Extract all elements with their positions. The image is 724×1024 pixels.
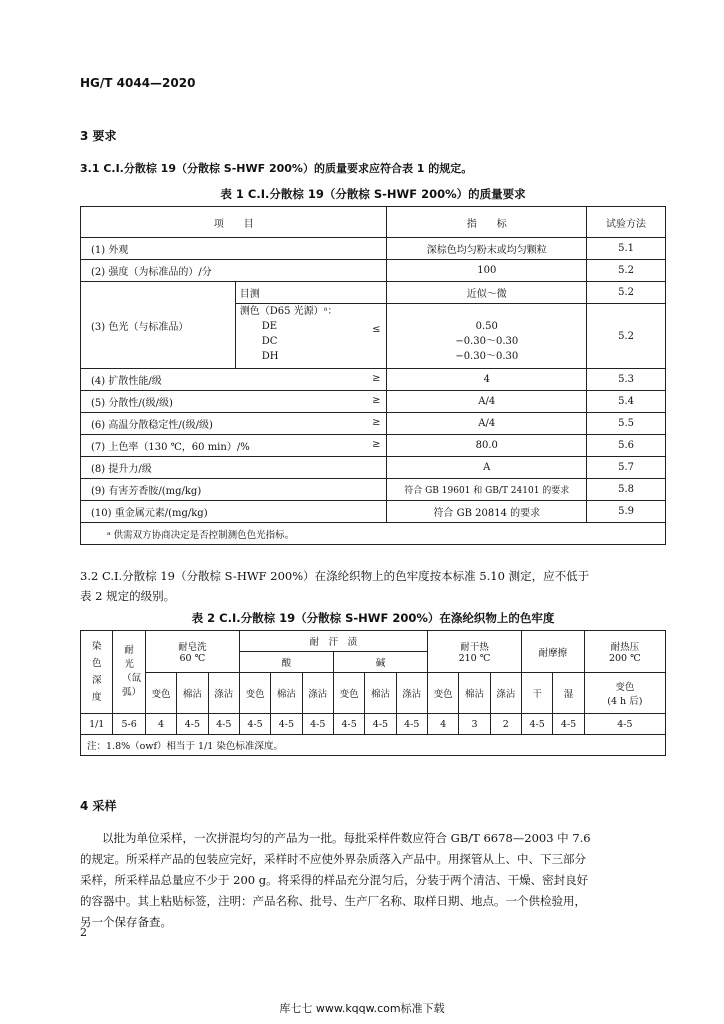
table-2-header-row-1 [81,631,666,652]
sub-poly: 涤沾 [208,673,239,714]
item-cell: (9) 有害芳香胺/(mg/kg) [81,479,387,501]
table-2 [80,630,666,756]
cell: 4-5 [584,714,665,735]
sub-press-text: 变色 [615,682,635,693]
header-depth-text: 染色深度 [91,641,102,703]
table-row [81,479,666,501]
method-cell: 5.9 [587,501,666,523]
header-soap [145,631,239,673]
item-cell: (1) 外观 [81,238,387,260]
header-dryheat [427,631,521,673]
clause-3-1: 3.1 C.I.分散棕 19（分散棕 S-HWF 200%）的质量要求应符合表 1 的规定。 [80,162,473,175]
item-label: (7) 上色率（130 ℃，60 min）/% [91,442,250,453]
header-acid: 酸 [239,652,333,673]
table-row [81,369,666,391]
footer-watermark: 库七七 www.kqqw.com标准下载 [279,1002,445,1015]
dc-label: DC [261,336,278,347]
section-4-title: 4 采样 [80,799,117,813]
value-cell: A/4 [387,391,587,413]
item-label: (4) 扩散性能/级 [91,376,162,387]
dc-value: −0.30～0.30 [455,336,519,347]
value-cell: 100 [387,260,587,282]
section-4-line: 以批为单位采样，一次拼混均匀的产品为一批。每批采样件数应符合 GB/T 6678—2003 中 7.6 [102,831,591,845]
cell: 4-5 [522,714,553,735]
sub-press-note: (4 h 后) [607,696,643,707]
table-row [81,457,666,479]
table-1-note: ᵃ 供需双方协商决定是否控制测色色光指标。 [81,523,666,545]
value-cell: 符合 GB 20814 的要求 [387,501,587,523]
item-cell [81,391,387,413]
value-cell: 4 [387,369,587,391]
sub-poly: 涤沾 [396,673,427,714]
section-4-body [80,828,670,933]
header-item: 项 目 [81,207,387,238]
geq-symbol: ≥ [372,395,381,406]
sub-cotton: 棉沾 [177,673,208,714]
table-row [81,714,666,735]
cell: 4-5 [177,714,208,735]
section-4-line: 的容器中。其上粘贴标签，注明：产品名称、批号、生产厂名称、取样日期、地点。一个供检验用， [80,894,586,908]
page-number: 2 [80,926,87,939]
header-dryheat-temp: 210 ℃ [458,653,491,664]
geq-symbol: ≥ [372,417,381,428]
cell: 4-5 [208,714,239,735]
header-sweat: 耐 汗 渍 [239,631,427,652]
item-cell: (10) 重金属元素/(mg/kg) [81,501,387,523]
de-label: DE [261,321,278,332]
method-cell: 5.2 [587,282,666,304]
item-cell: (2) 强度（为标准品的）/分 [81,260,387,282]
header-press [584,631,665,673]
item-cell [81,369,387,391]
header-index: 指 标 [387,207,587,238]
sub-change: 变色 [427,673,458,714]
cell: 2 [490,714,521,735]
header-soap-text: 耐皂洗 [178,642,207,653]
method-cell: 5.3 [587,369,666,391]
method-cell: 5.4 [587,391,666,413]
table-row [81,501,666,523]
cell: 4-5 [553,714,584,735]
header-dryheat-text: 耐干热 [460,642,489,653]
cell: 4-5 [365,714,396,735]
table-row [81,435,666,457]
sub-press [584,673,665,714]
sub-item-cell [235,304,387,369]
header-press-temp: 200 ℃ [608,653,641,664]
table-2-note: 注：1.8%（owf）相当于 1/1 染色标准深度。 [81,735,666,756]
method-cell: 5.2 [587,260,666,282]
table-row [81,238,666,260]
method-cell: 5.7 [587,457,666,479]
clause-3-2-text: 3.2 C.I.分散棕 19（分散棕 S-HWF 200%）在涤纶织物上的色牢度按本标准 5.10 测定，应不低于 [80,569,590,583]
leq-symbol: ≤ [372,324,381,335]
value-cell: 符合 GB 19601 和 GB/T 24101 的要求 [387,479,587,501]
value-cell: A [387,457,587,479]
header-press-text: 耐热压 [610,642,640,653]
cell: 4-5 [396,714,427,735]
header-depth [81,631,113,714]
header-soap-temp: 60 ℃ [179,653,206,664]
header-method: 试验方法 [587,207,666,238]
sub-change: 变色 [145,673,176,714]
method-cell: 5.8 [587,479,666,501]
sub-poly: 涤沾 [490,673,521,714]
section-4-line: 另一个保存备查。 [80,915,172,929]
table-row [81,260,666,282]
cell: 4-5 [333,714,364,735]
table-2-caption: 表 2 C.I.分散棕 19（分散棕 S-HWF 200%）在涤纶织物上的色牢度 [191,611,555,625]
item-cell: (3) 色光（与标准品） [81,282,236,369]
method-cell: 5.1 [587,238,666,260]
method-cell: 5.5 [587,413,666,435]
cell-light: 5-6 [113,714,145,735]
header-light-text: 耐光（氙弧） [122,645,142,698]
method-cell: 5.6 [587,435,666,457]
cell: 4-5 [239,714,270,735]
de-value: 0.50 [475,321,498,332]
table-1-header-row [81,207,666,238]
table-2-note-row [81,735,666,756]
dh-label: DH [261,351,279,362]
section-4-line: 采样，所采样品总量应不少于 200 g。将采得的样品充分混匀后，分装于两个清洁、干燥、密封良好 [80,873,589,887]
dh-value: −0.30～0.30 [455,351,519,362]
value-cell [387,304,587,369]
cell: 4 [145,714,176,735]
cell: 4-5 [271,714,302,735]
clause-3-2-line-2: 表 2 规定的级别。 [80,589,176,603]
value-cell: A/4 [387,413,587,435]
section-4-line: 的规定。所采样产品的包装应完好，采样时不应使外界杂质落入产品中。用探管从上、中、下三部分 [80,852,586,866]
item-label: (6) 高温分散稳定性/(级/级) [91,420,213,431]
sub-wet: 湿 [553,673,584,714]
sub-change: 变色 [333,673,364,714]
header-rub: 耐摩擦 [522,631,585,673]
section-3-title: 3 要求 [80,129,117,143]
table-1-note-row [81,523,666,545]
value-cell: 近似～微 [387,282,587,304]
sub-cotton: 棉沾 [271,673,302,714]
sub-item-cell: 目测 [235,282,387,304]
sub-change: 变色 [239,673,270,714]
cell: 3 [459,714,490,735]
value-cell: 80.0 [387,435,587,457]
table-row [81,282,666,304]
cell: 4 [427,714,458,735]
sub-dry: 干 [522,673,553,714]
clause-3-2-line-1 [80,566,589,587]
table-2-header-row-3 [81,673,666,714]
document-code: HG/T 4044—2020 [80,76,196,90]
geq-symbol: ≥ [372,439,381,450]
cell-depth: 1/1 [81,714,113,735]
item-cell [81,413,387,435]
table-1-caption: 表 1 C.I.分散棕 19（分散棕 S-HWF 200%）的质量要求 [220,187,526,201]
item-cell [81,435,387,457]
table-row [81,391,666,413]
header-light [113,631,145,714]
method-cell: 5.2 [587,304,666,369]
item-cell: (8) 提升力/级 [81,457,387,479]
cell: 4-5 [302,714,333,735]
table-1 [80,206,666,545]
table-row [81,413,666,435]
geq-symbol: ≥ [372,373,381,384]
header-alkali: 碱 [333,652,427,673]
sub-poly: 涤沾 [302,673,333,714]
value-cell: 深棕色均匀粉末或均匀颗粒 [387,238,587,260]
sub-cotton: 棉沾 [365,673,396,714]
item-label: (5) 分散性/(级/级) [91,398,173,409]
sub-cotton: 棉沾 [459,673,490,714]
measure-label: 测色（D65 光源）ᵃ： [239,306,338,317]
